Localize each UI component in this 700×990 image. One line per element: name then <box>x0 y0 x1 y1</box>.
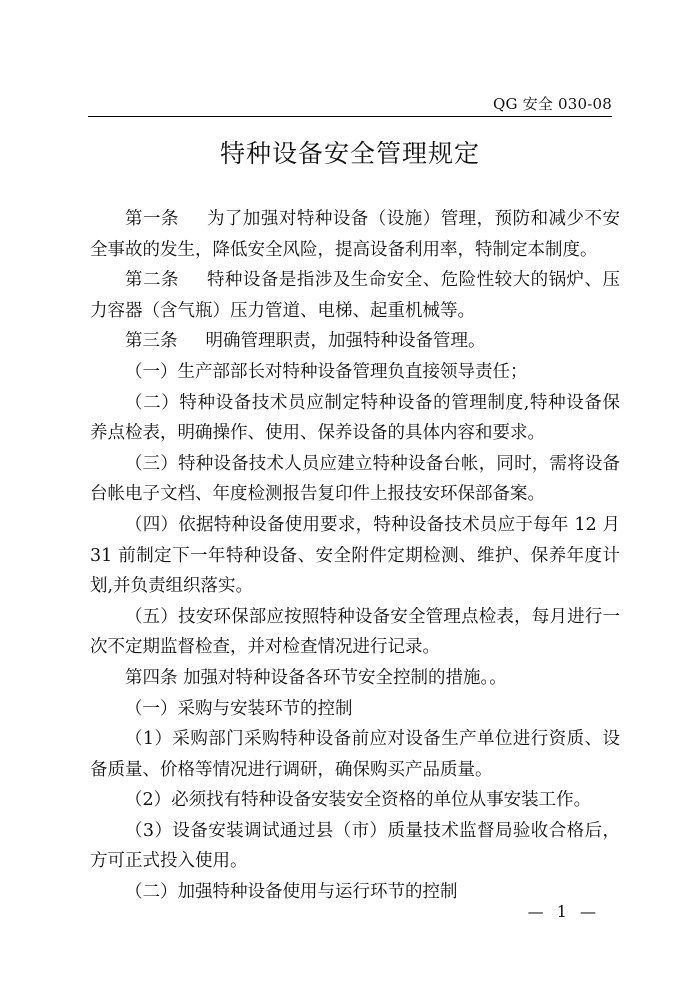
article-1-number: 第一条 <box>125 209 179 229</box>
header-rule <box>88 116 612 117</box>
document-code: QG 安全 030-08 <box>492 95 612 113</box>
article-4-section-1-point-2: （2）必须找有特种设备安装安全资格的单位从事安装工作。 <box>125 790 592 811</box>
article-4-section-1-point-3: （3）设备安装调试通过县（市）质量技术监督局验收合格后，方可正式投入使用。 <box>90 820 620 872</box>
article-3-number: 第三条 <box>125 331 178 352</box>
article-2 <box>90 265 620 326</box>
article-4-section-1-point-1: （1）采购部门采购特种设备前应对设备生产单位进行资质、设备质量、价格等情况进行调研，确保购买产品质量。 <box>90 729 620 780</box>
document-body <box>90 204 620 908</box>
article-3-text: 明确管理职责，加强特种设备管理。 <box>205 331 486 352</box>
article-2-text: 特种设备是指涉及生命安全、危险性较大的锅炉、压力容器（含气瓶）压力管道、电梯、起重机械等。 <box>90 270 621 321</box>
page-number: — 1 — <box>527 902 600 921</box>
article-1-text: 为了加强对特种设备（设施）管理，预防和减少不安全事故的发生，降低安全风险，提高设备利用率，特制定本制度。 <box>90 209 621 260</box>
article-1 <box>90 204 620 265</box>
article-2-number: 第二条 <box>125 270 179 291</box>
article-4-section-1: （一）采购与安装环节的控制 <box>125 698 353 719</box>
article-4-heading: 第四条 加强对特种设备各环节安全控制的措施。。 <box>125 667 507 688</box>
article-3-item-2: （二）特种设备技术员应制定特种设备的管理制度,特种设备保养点检表，明确操作、使用、保养设备的具体内容和要求。 <box>90 392 620 444</box>
article-4-section-2: （二）加强特种设备使用与运行环节的控制 <box>125 882 458 903</box>
article-3-item-5: （五）技安环保部应按照特种设备安全管理点检表，每月进行一次不定期监督检查，并对检查情况进行记录。 <box>90 606 620 658</box>
article-3-item-1: （一）生产部部长对特种设备管理负直接领导责任； <box>125 361 528 382</box>
article-3-item-3: （三）特种设备技术人员应建立特种设备台帐，同时，需将设备台帐电子文档、年度检测报告复印件上报技安环保部备案。 <box>90 453 620 505</box>
article-3 <box>90 326 620 357</box>
document-title: 特种设备安全管理规定 <box>219 139 480 168</box>
article-3-item-4: （四）依据特种设备使用要求，特种设备技术员应于每年 12 月 31 前制定下一年特种设备、安全附件定期检测、维护、保养年度计划,并负责组织落实。 <box>90 514 620 597</box>
